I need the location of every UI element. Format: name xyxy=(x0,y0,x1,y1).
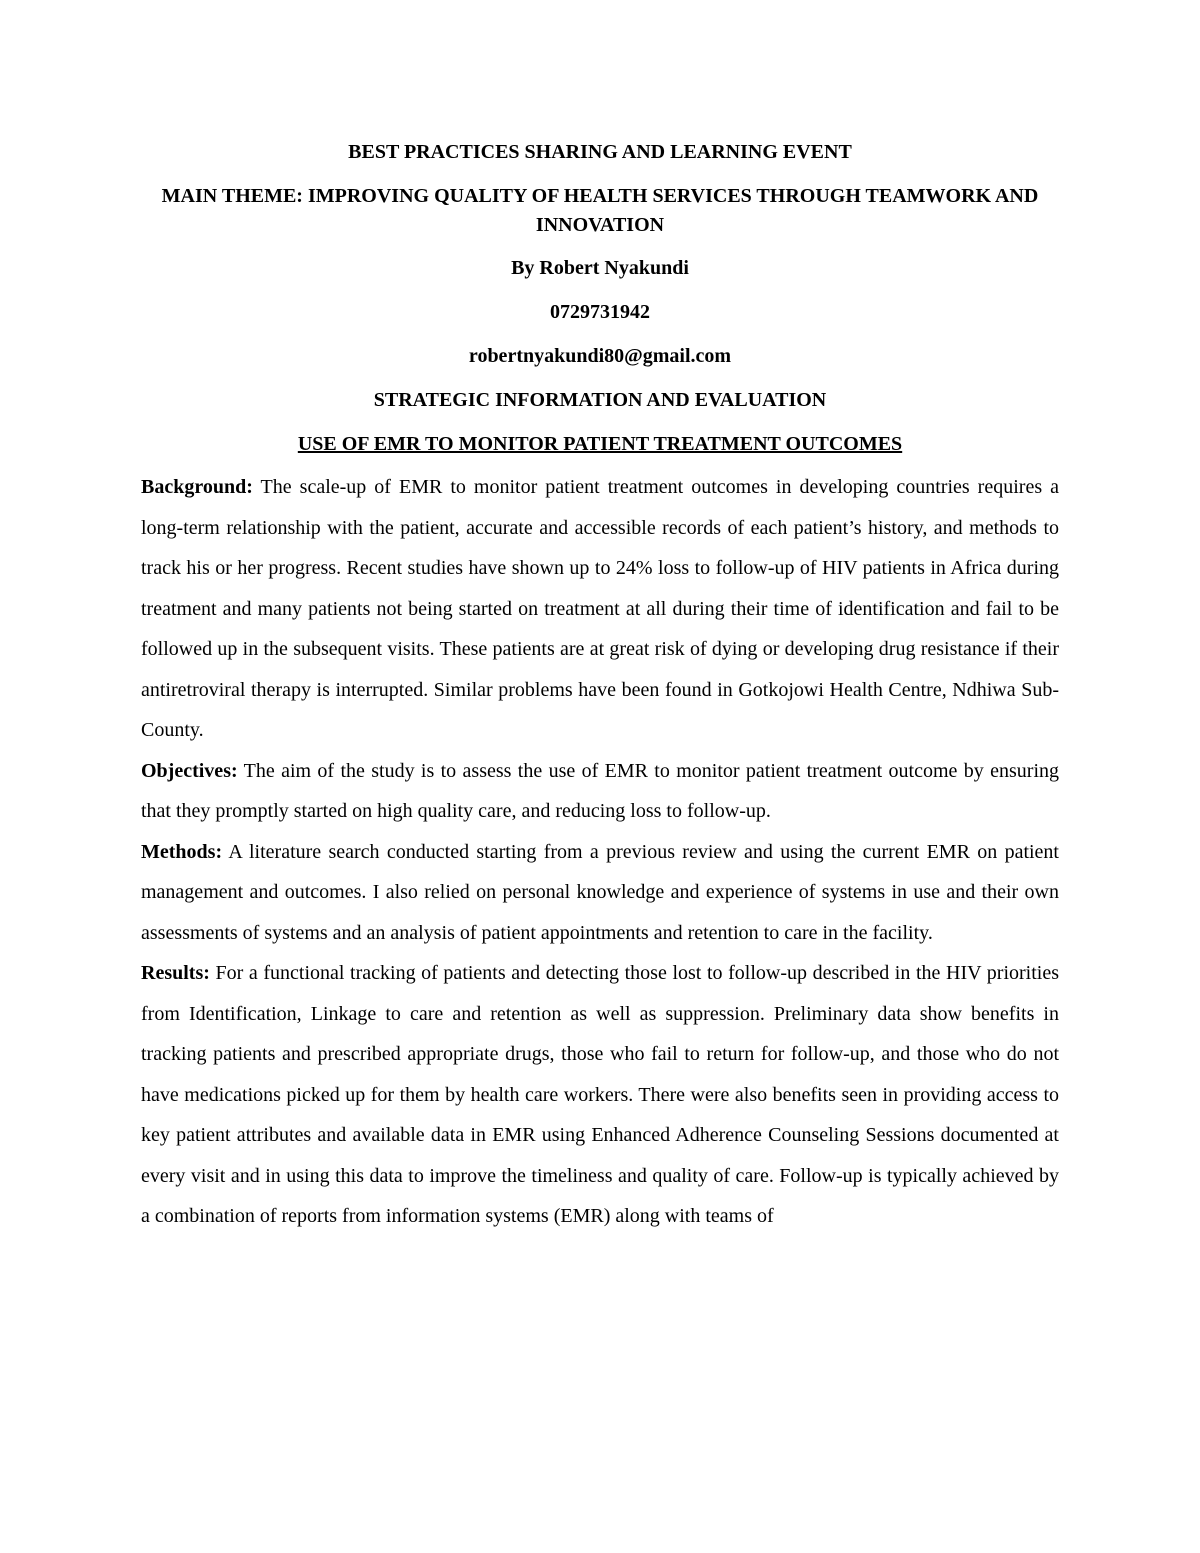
document-page xyxy=(141,138,1059,1237)
event-title: BEST PRACTICES SHARING AND LEARNING EVENT xyxy=(348,141,852,163)
methods-text: A literature search conducted starting from a previous review and using the current EMR on patient management and outcomes. I also relied on personal knowledge and experience of systems in use and their own assessments of systems and an analysis of patient appointments and retention to care in the facility. xyxy=(141,840,1059,944)
background-paragraph xyxy=(141,467,1059,751)
results-paragraph xyxy=(141,953,1059,1237)
objectives-text: The aim of the study is to assess the use of EMR to monitor patient treatment outcome by ensuring that they promptly started on high quality care, and reducing loss to follow-up. xyxy=(141,759,1060,822)
background-label: Background: xyxy=(141,476,253,498)
background-text: The scale-up of EMR to monitor patient treatment outcomes in developing countries requires a long-term relationship with the patient, accurate and accessible records of each patient’s history, and methods to track his or her progress. Recent studies have shown up to 24% loss to follow-up of HIV patients in Africa during treatment and many patients not being started on treatment at all during their time of identification and fail to be followed up in the subsequent visits. These patients are at great risk of dying or developing drug resistance if their antiretroviral therapy is interrupted. Similar problems have been found in Gotkojowi Health Centre, Ndhiwa Sub-County. xyxy=(141,476,1059,741)
objectives-label: Objectives: xyxy=(141,759,238,782)
email-address: robertnyakundi80@gmail.com xyxy=(468,345,732,367)
methods-paragraph xyxy=(141,832,1059,954)
author-line: By Robert Nyakundi xyxy=(511,257,689,279)
phone-number: 0729731942 xyxy=(550,301,650,323)
methods-label: Methods: xyxy=(141,840,223,863)
category-heading: STRATEGIC INFORMATION AND EVALUATION xyxy=(373,389,827,411)
results-label: Results: xyxy=(141,962,210,984)
main-theme: MAIN THEME: IMPROVING QUALITY OF HEALTH SERVICES THROUGH TEAMWORK AND INNOVATION xyxy=(161,185,1039,236)
document-title: USE OF EMR TO MONITOR PATIENT TREATMENT OUTCOMES xyxy=(297,433,903,455)
results-text: For a functional tracking of patients and detecting those lost to follow-up described in the HIV priorities from Identification, Linkage to care and retention as well as suppression. Preliminary data show benefits in tracking patients and prescribed appropriate drugs, those who fail to return for follow-up, and those who do not have medications picked up for them by health care workers. There were also benefits seen in providing access to key patient attributes and available data in EMR using Enhanced Adherence Counseling Sessions documented at every visit and in using this data to improve the timeliness and quality of care. Follow-up is typically achieved by a combination of reports from information systems (EMR) along with teams of xyxy=(141,962,1059,1227)
objectives-paragraph xyxy=(141,751,1059,832)
